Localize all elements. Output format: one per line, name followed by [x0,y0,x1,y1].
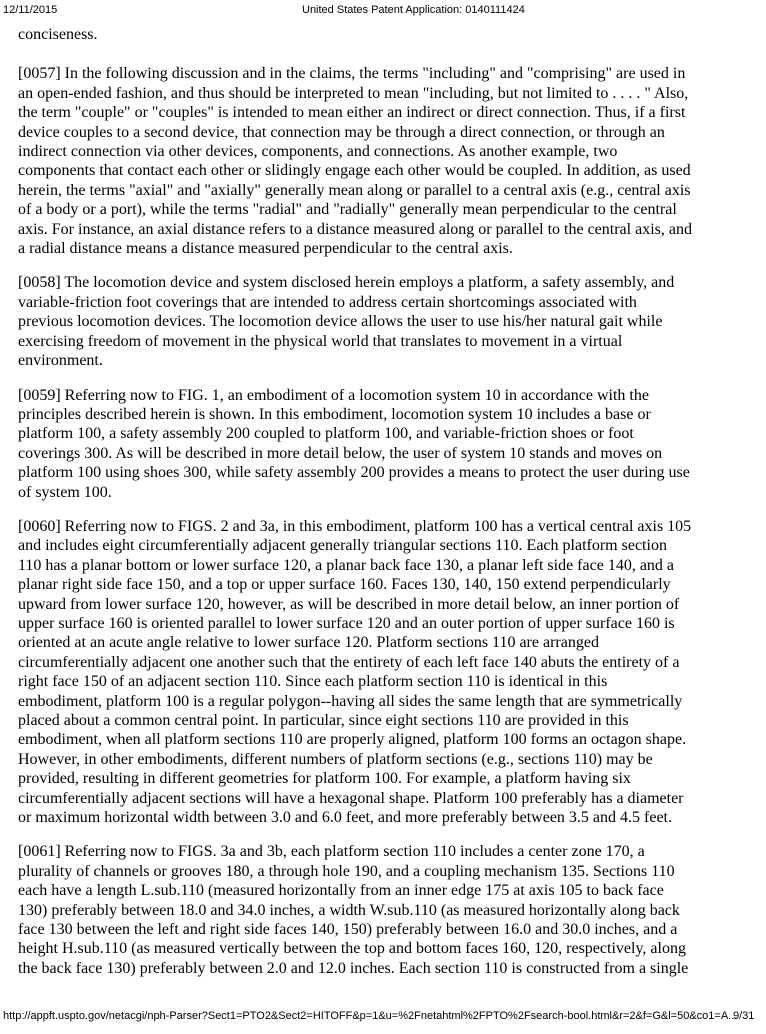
print-date: 12/11/2015 [3,4,58,16]
document-title: United States Patent Application: 0140111424 [302,4,525,16]
text-line: or maximum horizontal width between 3.0 and 6.0 feet, and more preferably between 3.5 and 4.5 feet. [18,809,672,827]
text-line: oriented at an acute angle relative to lower surface 120. Platform sections 110 are arranged [18,634,599,652]
text-line: [0060] Referring now to FIGS. 2 and 3a, in this embodiment, platform 100 has a vertical central axis 105 [18,517,692,535]
source-url-link[interactable]: http://appft.uspto.gov/netacgi/nph-Parser?Sect1=PTO2&Sect2=HITOFF&p=1&u=%2Fnetahtml%2FPTO%2Fsearch-bool.html&r=2&f=G&l=50&co1=A... [3,1010,738,1022]
text-line: environment. [18,352,103,370]
paragraph [18,842,763,978]
text-line: device couples to a second device, that connection may be through a direct connection, or through an [18,123,665,141]
text-line: face 130 between the left and right side faces 140, 150) preferably between 16.0 and 30.0 inches, and a [18,921,678,939]
text-line: [0059] Referring now to FIG. 1, an embodiment of a locomotion system 10 in accordance with the [18,386,649,404]
text-line: an open-ended fashion, and thus should be interpreted to mean "including, but not limited to . . . . " Also, [18,84,689,102]
text-line: circumferentially adjacent sections will have a hexagonal shape. Platform 100 preferably has a diameter [18,789,684,807]
text-line: However, in other embodiments, different numbers of platform sections (e.g., sections 110) may be [18,750,653,768]
text-line: embodiment, platform 100 is a regular polygon--having all sides the same length that are symmetrically [18,692,683,710]
text-line: circumferentially adjacent one another such that the entirety of each left face 140 abuts the entirety of a [18,653,680,671]
text-line: right face 150 of an adjacent section 110. Since each platform section 110 is identical in this [18,673,608,691]
text-line: height H.sub.110 (as measured vertically between the top and bottom faces 160, 120, respectively, along [18,940,686,958]
text-line: of a body or a port), while the terms "radial" and "radially" generally mean perpendicular to the central [18,201,677,219]
text-line: indirect connection via other devices, components, and connections. As another example, two [18,143,618,161]
text-line: [0061] Referring now to FIGS. 3a and 3b, each platform section 110 includes a center zone 170, a [18,843,645,861]
paragraph [18,386,763,502]
text-line: upward from lower surface 120, however, as will be described in more detail below, an inner portion of [18,595,680,613]
text-line: previous locomotion devices. The locomotion device allows the user to use his/her natural gait while [18,313,663,331]
text-line: embodiment, when all platform sections 110 are properly aligned, platform 100 forms an octagon shape. [18,731,687,749]
text-line: [0057] In the following discussion and in the claims, the terms "including" and "comprising" are used in [18,65,686,83]
text-line: of system 100. [18,483,112,501]
text-line: 130) preferably between 18.0 and 34.0 inches, a width W.sub.110 (as measured horizontally along back [18,901,680,919]
text-line: coverings 300. As will be described in more detail below, the user of system 10 stands and moves on [18,444,663,462]
text-line: upper surface 160 is oriented parallel to lower surface 120 and an outer portion of upper surface 160 is [18,614,675,632]
paragraph [18,25,763,44]
text-line: placed about a common central point. In particular, since eight sections 110 are provided in this [18,712,629,729]
text-line: [0058] The locomotion device and system disclosed herein employs a platform, a safety assembly, and [18,274,675,292]
text-line: the back face 130) preferably between 2.0 and 12.0 inches. Each section 110 is constructed from a single [18,959,689,977]
text-line: principles described herein is shown. In this embodiment, locomotion system 10 includes a base or [18,405,651,423]
text-line: components that contact each other or slidingly engage each other would be coupled. In addition, as used [18,162,691,180]
text-line: variable-friction foot coverings that are intended to address certain shortcomings associated with [18,293,637,311]
text-line: the term "couple" or "couples" is intended to mean either an indirect or direct connection. Thus, if a first [18,104,686,122]
text-line: platform 100, a safety assembly 200 coupled to platform 100, and variable-friction shoes or foot [18,425,634,443]
paragraph [18,64,763,258]
paragraph [18,273,763,370]
document-body [18,25,763,993]
text-line: herein, the terms "axial" and "axially" generally mean along or parallel to a central axis (e.g., central axis [18,181,691,199]
text-line: each have a length L.sub.110 (measured horizontally from an inner edge 175 at axis 105 to back face [18,882,664,900]
text-line: a radial distance means a distance measured perpendicular to the central axis. [18,240,513,258]
text-line: conciseness. [18,26,98,43]
text-line: and includes eight circumferentially adjacent generally triangular sections 110. Each platform section [18,537,667,555]
text-line: 110 has a planar bottom or lower surface 120, a planar back face 130, a planar left side face 140, and a [18,556,675,574]
text-line: plurality of channels or grooves 180, a through hole 190, and a coupling mechanism 135. Sections 110 [18,862,675,880]
text-line: axis. For instance, an axial distance refers to a distance measured along or parallel to the central axis, and [18,220,692,238]
text-line: exercising freedom of movement in the physical world that translates to movement in a virtual [18,332,623,350]
paragraph [18,517,763,828]
text-line: planar right side face 150, and a top or upper surface 160. Faces 130, 140, 150 extend perpendicularly [18,576,671,594]
page-number: 9/31 [733,1010,755,1022]
text-line: provided, resulting in different geometries for platform 100. For example, a platform having six [18,770,631,788]
text-line: platform 100 using shoes 300, while safety assembly 200 provides a means to protect the user during use [18,464,690,482]
